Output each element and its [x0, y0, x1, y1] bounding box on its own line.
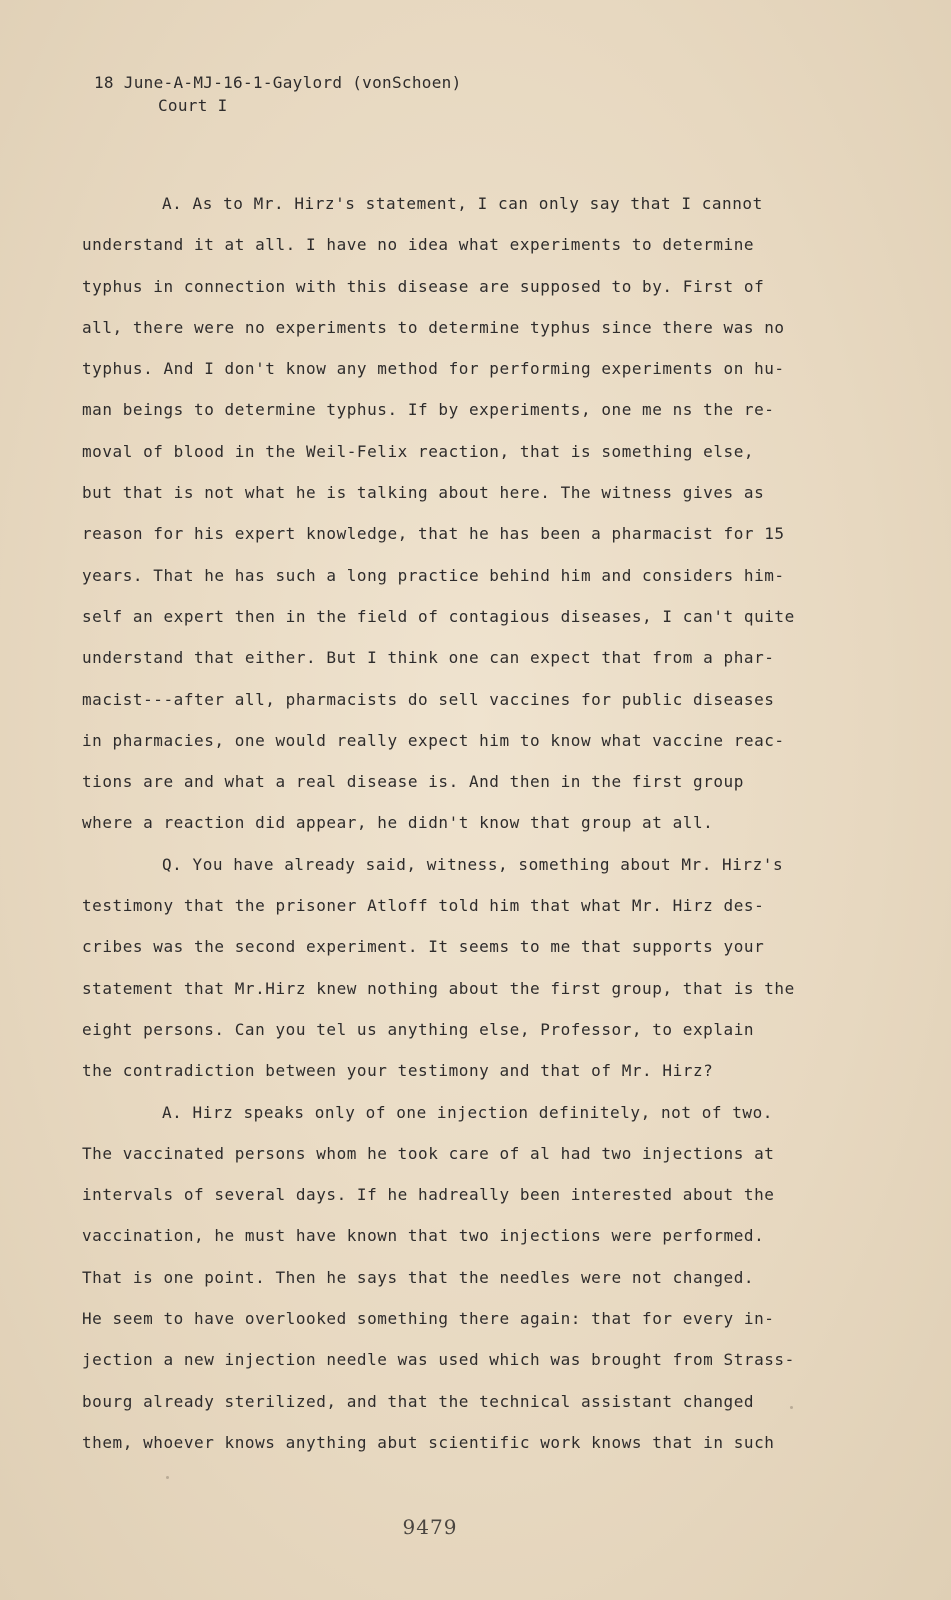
transcript-body [82, 192, 802, 1472]
text-line: A. Hirz speaks only of one injection definitely, not of two. [162, 1102, 773, 1122]
text-line: Q. You have already said, witness, something about Mr. Hirz's [162, 854, 784, 874]
text-line: understand it at all. I have no idea what experiments to determine [82, 235, 755, 255]
text-line: reason for his expert knowledge, that he has been a pharmacist for 15 [82, 524, 785, 544]
text-line: That is one point. Then he says that the needles were not changed. [82, 1267, 755, 1287]
text-line: the contradiction between your testimony and that of Mr. Hirz? [82, 1061, 714, 1081]
text-line: tions are and what a real disease is. And then in the first group [82, 772, 744, 792]
text-line: them, whoever knows anything abut scientific work knows that in such [82, 1432, 775, 1452]
text-line: jection a new injection needle was used which was brought from Strass- [82, 1350, 795, 1370]
document-header [94, 71, 462, 117]
paper-speck [166, 1476, 169, 1479]
text-line: eight persons. Can you tel us anything else, Professor, to explain [82, 1019, 755, 1039]
text-line: intervals of several days. If he hadreally been interested about the [82, 1185, 775, 1205]
text-line: man beings to determine typhus. If by experiments, one me ns the re- [82, 400, 775, 420]
text-line: moval of blood in the Weil-Felix reaction, that is something else, [82, 441, 755, 461]
text-line: understand that either. But I think one can expect that from a phar- [82, 648, 775, 668]
text-line: bourg already sterilized, and that the technical assistant changed [82, 1391, 755, 1411]
text-line: cribes was the second experiment. It seems to me that supports your [82, 937, 765, 957]
text-line: typhus in connection with this disease are supposed to by. First of [82, 276, 765, 296]
text-line: statement that Mr.Hirz knew nothing about the first group, that is the [82, 978, 795, 998]
text-line: A. As to Mr. Hirz's statement, I can only say that I cannot [162, 194, 763, 213]
text-line: testimony that the prisoner Atloff told him that what Mr. Hirz des- [82, 896, 765, 916]
text-line: all, there were no experiments to determine typhus since there was no [82, 317, 785, 337]
page-number: 9479 [402, 1515, 458, 1539]
text-line: self an expert then in the field of contagious diseases, I can't quite [82, 606, 795, 626]
text-line: vaccination, he must have known that two injections were performed. [82, 1226, 765, 1246]
text-line: in pharmacies, one would really expect him to know what vaccine reac- [82, 730, 785, 750]
text-line: typhus. And I don't know any method for performing experiments on hu- [82, 359, 785, 379]
text-line: The vaccinated persons whom he took care of al had two injections at [82, 1143, 775, 1163]
paper-speck [790, 1406, 793, 1409]
text-line: where a reaction did appear, he didn't know that group at all. [82, 813, 714, 833]
text-line: He seem to have overlooked something there again: that for every in- [82, 1309, 775, 1329]
header-line-2: Court I [158, 96, 228, 115]
text-line: years. That he has such a long practice behind him and considers him- [82, 565, 785, 585]
text-line: but that is not what he is talking about here. The witness gives as [82, 483, 765, 503]
text-line: macist---after all, pharmacists do sell vaccines for public diseases [82, 689, 775, 709]
header-line-1: 18 June-A-MJ-16-1-Gaylord (vonSchoen) [94, 73, 462, 92]
